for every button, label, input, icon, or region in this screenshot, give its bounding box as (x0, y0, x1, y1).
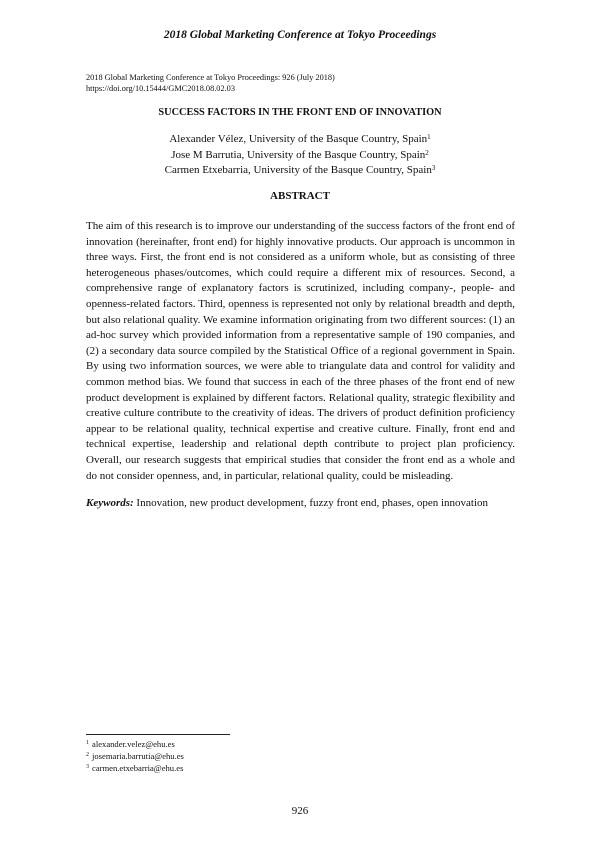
running-header: 2018 Global Marketing Conference at Tokyo Proceedings (163, 29, 437, 41)
author-line (0, 163, 600, 179)
footnote (86, 738, 184, 750)
paper-title: SUCCESS FACTORS IN THE FRONT END OF INNOVATION (158, 107, 442, 118)
footnote-email[interactable]: alexander.velez@ehu.es (92, 739, 175, 749)
footnote-email[interactable]: josemaria.barrutia@ehu.es (92, 751, 184, 761)
footnote-divider (86, 734, 230, 735)
author-name: Jose M Barrutia, University of the Basque Country, Spain (171, 148, 426, 161)
footnote (86, 750, 184, 762)
citation-line: 2018 Global Marketing Conference at Tokyo Proceedings: 926 (July 2018) (86, 73, 335, 82)
footnote-mark: 2 (86, 752, 89, 758)
footnote-mark: 1 (86, 740, 89, 746)
author-line (0, 132, 600, 148)
abstract-heading: ABSTRACT (270, 190, 330, 202)
footnote-marker: 3 (431, 164, 436, 172)
author-list (0, 132, 600, 179)
footnote-marker: 1 (427, 133, 431, 141)
footnote (86, 762, 184, 774)
footnote-email[interactable]: carmen.etxebarria@ehu.es (92, 763, 184, 773)
doi-link[interactable]: https://doi.org/10.15444/GMC2018.08.02.03 (86, 84, 235, 93)
page-number: 926 (291, 805, 309, 817)
citation-block (86, 72, 335, 94)
author-line (0, 148, 600, 164)
keywords-label: Keywords: (86, 497, 134, 509)
footnotes (86, 738, 184, 774)
author-name: Carmen Etxebarria, University of the Basque Country, Spain (164, 164, 432, 176)
keywords-paragraph (86, 496, 515, 512)
footnote-marker: 2 (425, 148, 429, 157)
keywords-text: Innovation, new product development, fuzzy front end, phases, open innovation (136, 497, 489, 509)
author-name: Alexander Vélez, University of the Basque Country, Spain (169, 133, 428, 145)
footnote-mark: 3 (86, 764, 89, 770)
abstract-text: The aim of this research is to improve our understanding of the success factors of the front end of innovation (hereinafter, front end) for highly innovative products. Our approach is uncommon in three ways. First, the front end is not considered as a uniform whole, but as consisting of three heterogeneous phases/outcomes, which could require a different mix of resources. Second, a comprehensive range of explanatory factors is scrutinized, including company-, people- and openness-related factors. Third, openness is represented not only by relational breadth and depth, but also relational quality. We examine information originating from two different sources: (1) an ad-hoc survey which provided information from a representative sample of 190 companies, and (2) a secondary data source compiled by the Statistical Office of a regional government in Spain. By using two information sources, we were able to triangulate data and control for validity and common method bias. We found that success in each of the three phases of the front end of new product development is explained by different factors. Relational quality, strategic flexibility and creative culture contribute to the creativity of ideas. The drivers of product definition proficiency appear to be relational quality, technical expertise and creative culture. Finally, front end and technical expertise, leadership and relational depth contribute to project plan proficiency. Overall, our research suggests that empirical studies that consider the front end as a whole and do not consider openness, and, in particular, relational quality, could be misleading. (86, 220, 515, 482)
